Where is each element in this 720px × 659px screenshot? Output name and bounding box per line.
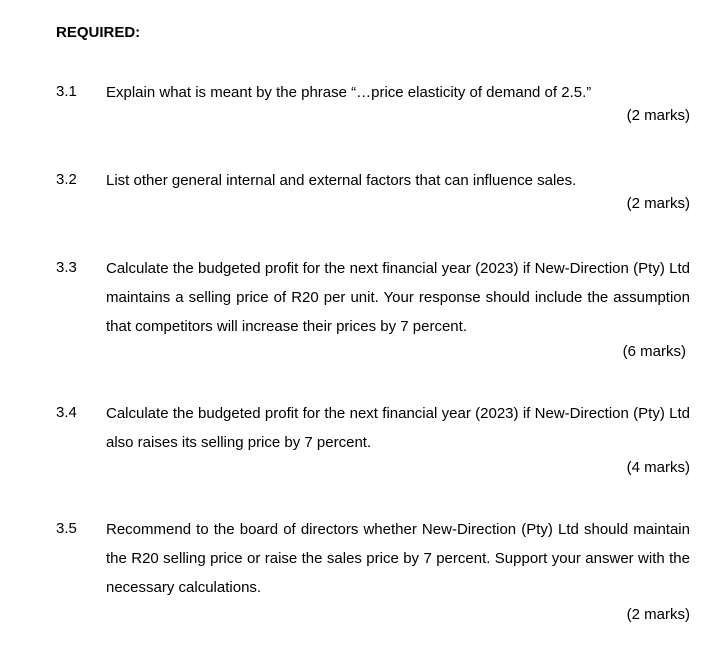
question-3-4 xyxy=(56,399,690,476)
question-marks: (2 marks) xyxy=(626,606,690,623)
question-text: Calculate the budgeted profit for the next financial year (2023) if New-Direction (Pty) Ltd also raises its selling price by 7 percent. xyxy=(106,405,690,451)
question-number: 3.3 xyxy=(56,259,77,276)
question-text: Recommend to the board of directors whether New-Direction (Pty) Ltd should maintain the R20 selling price or raise the sales price by 7 percent. Support your answer with the necessary calculations. xyxy=(106,521,690,596)
question-3-5 xyxy=(56,515,690,623)
question-number: 3.4 xyxy=(56,404,77,421)
question-3-3 xyxy=(56,254,690,360)
question-text: Calculate the budgeted profit for the next financial year (2023) if New-Direction (Pty) Ltd maintains a selling price of R20 per unit. Your response should include the assumption that competitors will increase their prices by 7 percent. xyxy=(106,260,690,335)
question-number: 3.2 xyxy=(56,171,77,188)
question-marks: (6 marks) xyxy=(622,343,686,360)
question-text: Explain what is meant by the phrase “…price elasticity of demand of 2.5.” xyxy=(106,84,592,101)
question-3-2 xyxy=(56,171,690,212)
question-text: List other general internal and external factors that can influence sales. xyxy=(106,172,577,189)
section-heading: REQUIRED: xyxy=(56,24,141,41)
question-marks: (4 marks) xyxy=(626,459,690,476)
question-marks: (2 marks) xyxy=(626,195,690,212)
question-3-1 xyxy=(56,83,690,124)
question-number: 3.5 xyxy=(56,520,77,537)
question-number: 3.1 xyxy=(56,83,77,100)
question-marks: (2 marks) xyxy=(626,107,690,124)
